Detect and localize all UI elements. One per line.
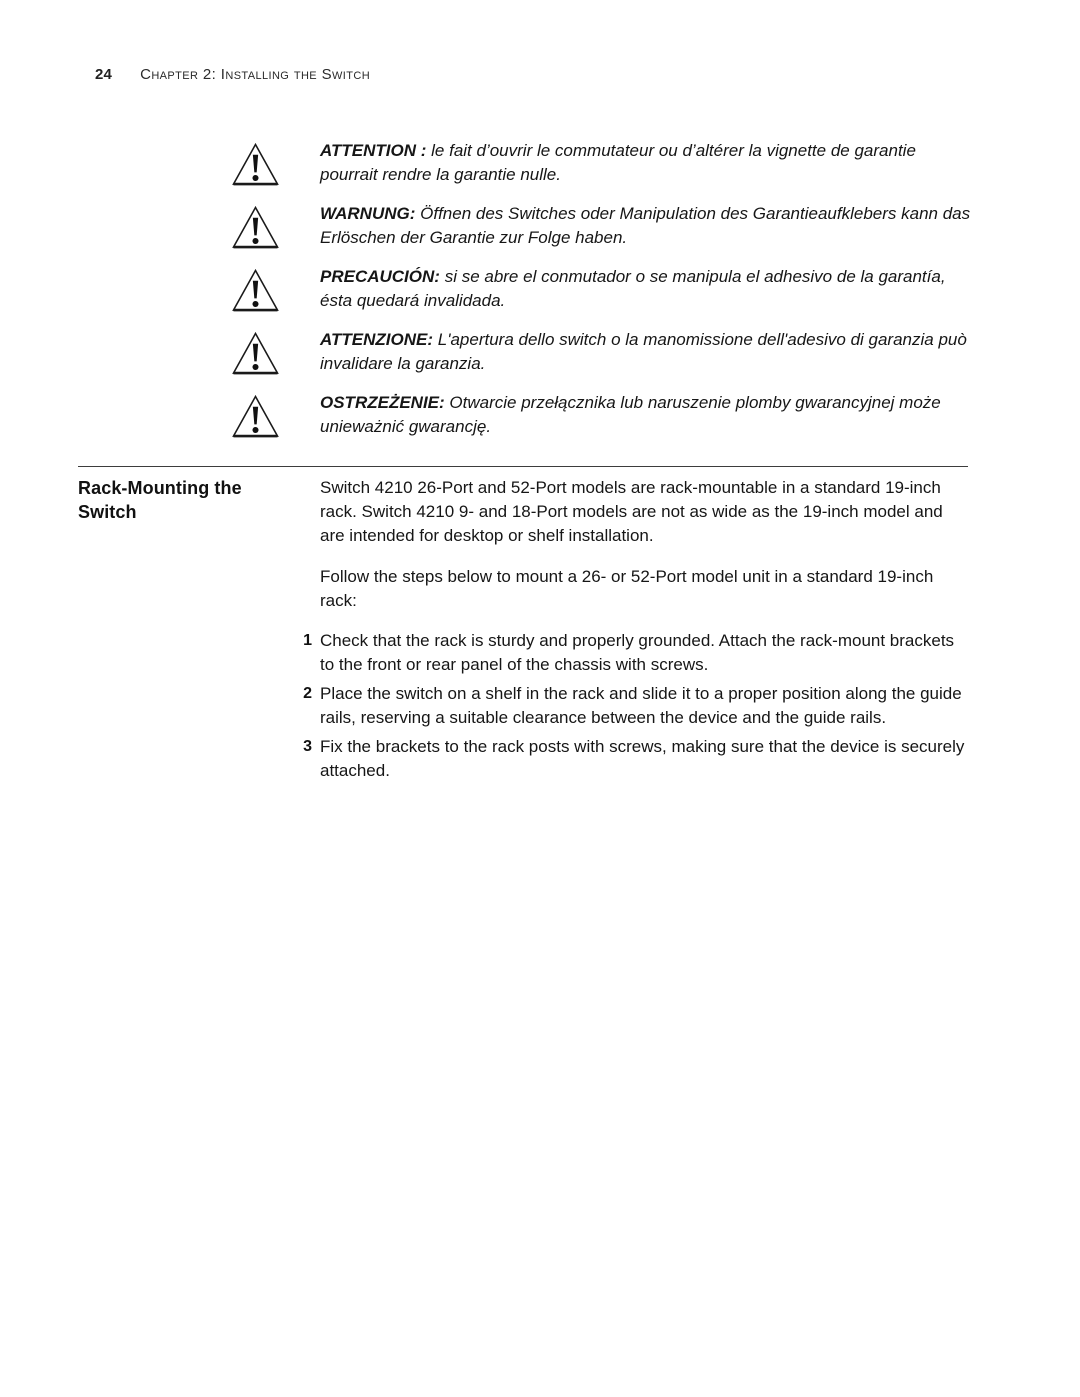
step-number: 2	[303, 685, 312, 702]
body-paragraph: Switch 4210 26-Port and 52-Port models are rack-mountable in a standard 19-inch rack. Switch 4210 9- and 18-Port models are not as wide as the 19-inch model and are intended for desktop or shelf installation.	[320, 478, 943, 545]
step-text: Place the switch on a shelf in the rack and slide it to a proper position along the guide rails, reserving a suitable clearance between the device and the guide rails.	[320, 684, 962, 727]
warning-triangle-icon	[231, 202, 280, 250]
warning-lead: PRECAUCIÓN:	[320, 267, 440, 286]
rack-mounting-section	[78, 476, 1080, 788]
warning-note-spanish	[0, 265, 1080, 313]
step-text: Fix the brackets to the rack posts with screws, making sure that the device is securely attached.	[320, 737, 965, 780]
warning-text	[320, 391, 972, 439]
section-heading-column	[78, 476, 320, 788]
warning-notes	[0, 139, 1080, 439]
step-number: 3	[303, 738, 312, 755]
running-header	[0, 0, 1080, 83]
warning-note-polish	[0, 391, 1080, 439]
warning-triangle-icon	[231, 328, 280, 376]
page-number: 24	[95, 66, 113, 83]
section-divider	[78, 466, 968, 467]
warning-triangle-icon	[231, 139, 280, 187]
step-text: Check that the rack is sturdy and properly grounded. Attach the rack-mount brackets to the front or rear panel of the chassis with screws.	[320, 631, 955, 674]
step-item	[303, 682, 970, 730]
warning-triangle-icon	[231, 391, 280, 439]
warning-text	[320, 139, 972, 187]
warning-lead: WARNUNG:	[320, 204, 416, 223]
warning-text	[320, 328, 972, 376]
rack-mount-steps	[303, 629, 970, 783]
step-item	[303, 735, 970, 783]
warning-lead: ATTENTION :	[320, 141, 427, 160]
warning-text	[320, 202, 972, 250]
warning-body: L'apertura dello switch o la manomissione dell'adesivo di garanzia può invalidare la garanzia.	[320, 330, 967, 373]
section-heading: Rack-Mounting the Switch	[78, 478, 242, 522]
body-paragraph: Follow the steps below to mount a 26- or 52-Port model unit in a standard 19-inch rack:	[320, 567, 934, 610]
warning-lead: ATTENZIONE:	[320, 330, 434, 349]
section-body-column	[303, 476, 970, 788]
warning-body: le fait d’ouvrir le commutateur ou d’altérer la vignette de garantie pourrait rendre la garantie nulle.	[320, 141, 916, 184]
warning-triangle-icon	[231, 265, 280, 313]
step-item	[303, 629, 970, 677]
warning-note-italian	[0, 328, 1080, 376]
step-number: 1	[303, 632, 312, 649]
warning-note-german	[0, 202, 1080, 250]
warning-body: si se abre el conmutador o se manipula el adhesivo de la garantía, ésta quedará invalidada.	[320, 267, 946, 310]
chapter-title: Chapter 2: Installing the Switch	[140, 66, 371, 83]
warning-note-french	[0, 139, 1080, 187]
warning-body: Otwarcie przełącznika lub naruszenie plomby gwarancyjnej może unieważnić gwarancję.	[320, 393, 941, 436]
warning-body: Öffnen des Switches oder Manipulation des Garantieaufklebers kann das Erlöschen der Garantie zur Folge haben.	[320, 204, 971, 247]
warning-lead: OSTRZEŻENIE:	[320, 393, 445, 412]
warning-text	[320, 265, 972, 313]
